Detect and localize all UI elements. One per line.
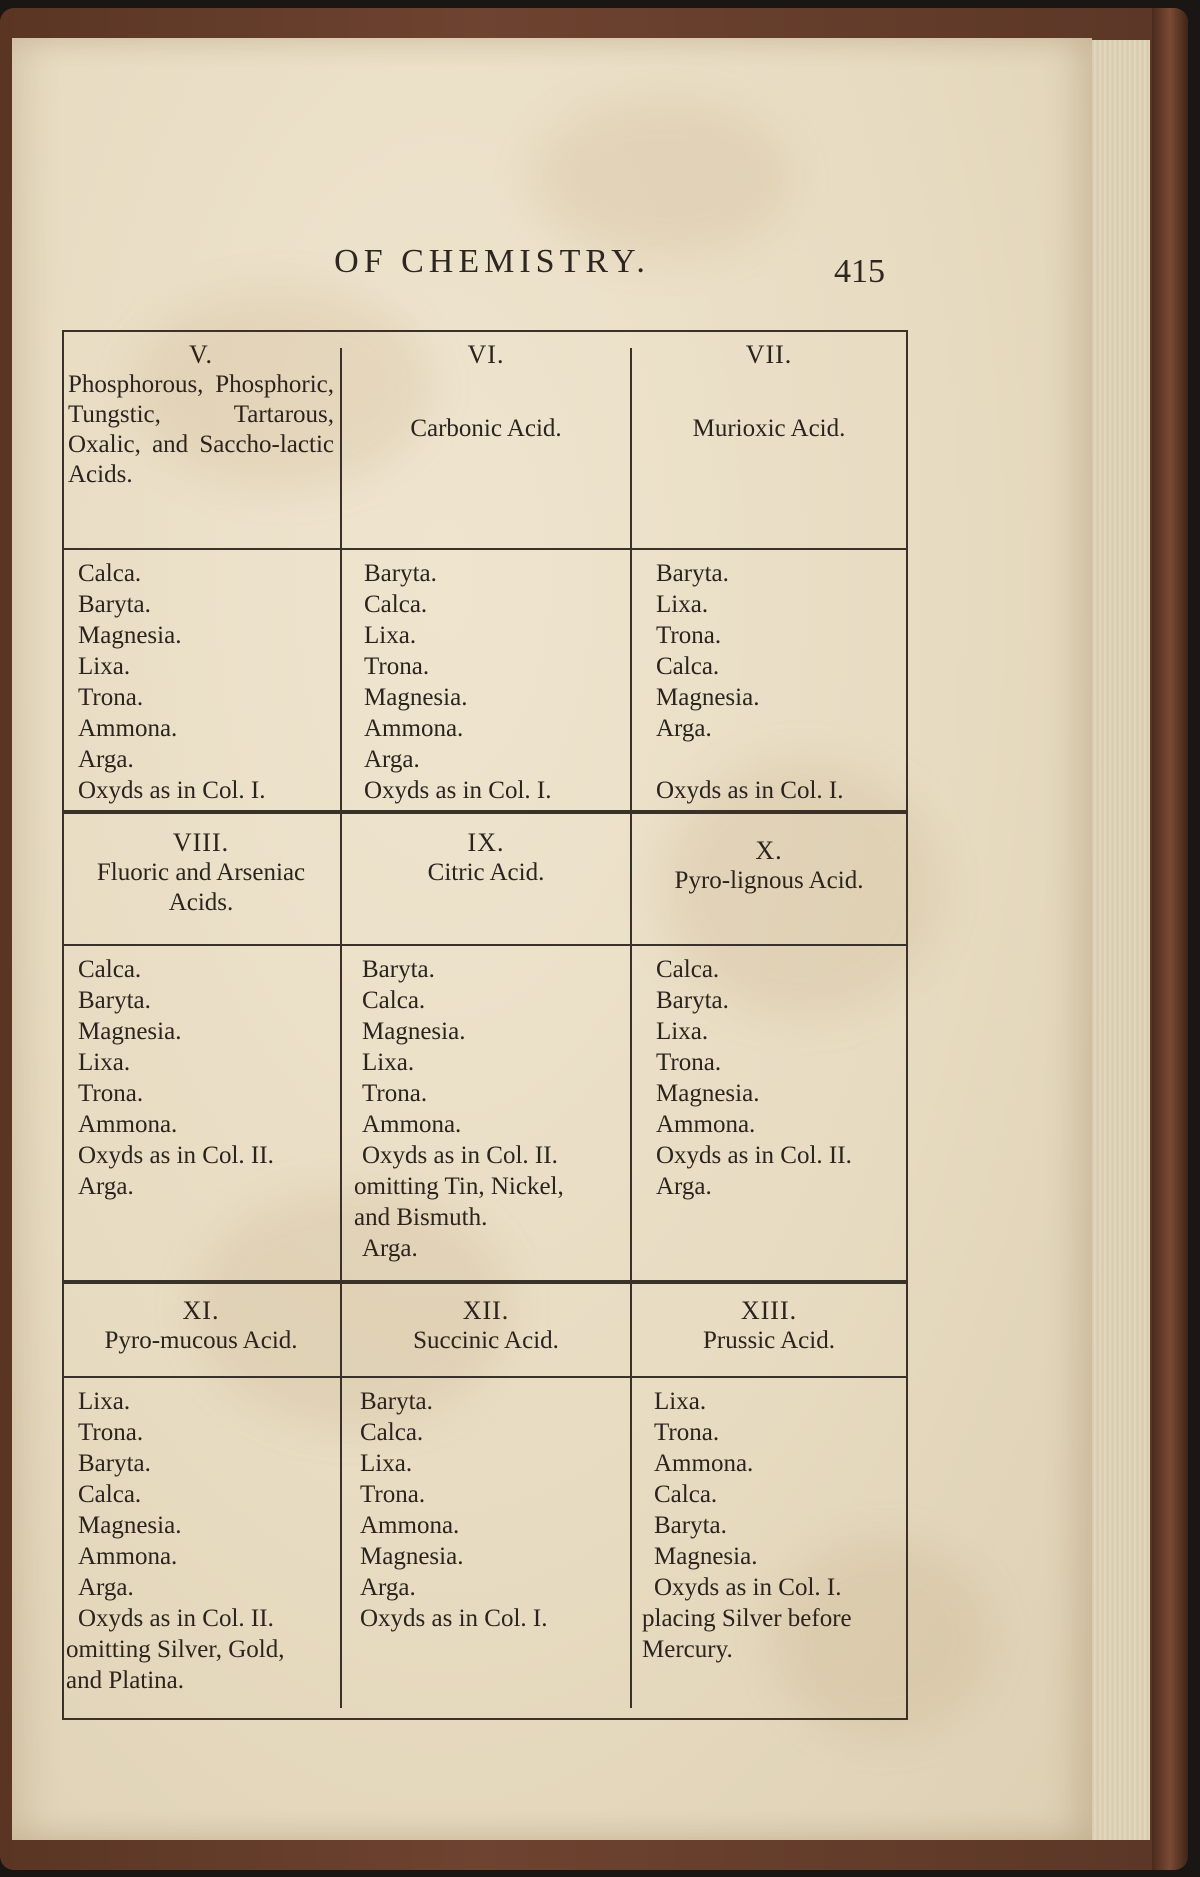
list-item: Oxyds as in Col. I. [364,777,552,804]
column-xii-bases [360,1386,548,1634]
list-item: Mercury. [642,1636,733,1663]
list-item: Magnesia. [654,1543,758,1570]
list-item [656,744,844,775]
column-header-viii: VIII. Fluoric and Arseniac Acids. [96,828,306,916]
list-item: Oxyds as in Col. I. [654,1574,842,1601]
list-item: Baryta. [78,987,151,1014]
list-item: Lixa. [364,622,417,649]
list-item: Arga. [362,1235,418,1262]
list-item: omitting Tin, Nickel, [354,1173,564,1200]
list-item: Oxyds as in Col. I. [360,1605,548,1632]
list-item: Arga. [364,746,420,773]
list-item: Baryta. [654,1512,727,1539]
list-item: Ammona. [362,1111,462,1138]
list-item: Oxyds as in Col. II. [362,1142,558,1169]
column-header-v: V. Phosphorous, Phosphoric, Tungstic, Tartarous, Oxalic, and Saccho-lactic Acids. [68,340,334,488]
list-item: Arga. [78,1173,134,1200]
list-item: Calca. [656,653,720,680]
list-item: Oxyds as in Col. I. [78,777,266,804]
list-item: Calca. [362,987,426,1014]
column-viii-bases [78,954,274,1202]
list-item: Trona. [654,1419,720,1446]
table-top-rule [62,330,908,332]
list-item: Calca. [78,956,142,983]
list-item: Calca. [364,591,428,618]
page-number: 415 [834,253,885,290]
list-item: Lixa. [362,1049,415,1076]
list-item: Trona. [360,1481,426,1508]
list-item: Trona. [362,1080,428,1107]
list-item: Lixa. [656,1018,709,1045]
list-item: Oxyds as in Col. II. [78,1142,274,1169]
list-item: Ammona. [78,715,178,742]
list-item: Ammona. [656,1111,756,1138]
list-item: Baryta. [656,987,729,1014]
column-header-xi: XI. Pyro-mucous Acid. [104,1296,298,1354]
column-header-x: X. Pyro-lignous Acid. [674,836,864,894]
list-item: and Bismuth. [354,1204,488,1231]
book-cover-edge [1152,8,1188,1870]
column-header-xii: XII. Succinic Acid. [413,1296,559,1354]
column-v-bases [78,558,266,806]
column-header-vii: VII. Murioxic Acid. [692,340,846,442]
list-item: Magnesia. [78,622,182,649]
affinity-table [62,330,908,1720]
list-item: Lixa. [78,653,131,680]
list-item: Ammona. [360,1512,460,1539]
list-item: Baryta. [78,591,151,618]
list-item: Arga. [656,1173,712,1200]
table-bottom-rule [62,1718,908,1720]
column-header-ix: IX. Citric Acid. [427,828,545,886]
list-item: Lixa. [78,1049,131,1076]
list-item: Arga. [78,746,134,773]
list-item: Trona. [656,622,722,649]
list-item: Calca. [656,956,720,983]
list-item: Magnesia. [656,684,760,711]
column-xiii-bases [642,1386,852,1665]
list-item: Magnesia. [362,1018,466,1045]
header-rule [62,944,908,946]
list-item: Baryta. [360,1388,433,1415]
column-vii-bases [656,558,844,806]
column-divider [630,348,632,1708]
list-item: Trona. [78,1080,144,1107]
table-left-rule [62,330,64,1720]
column-header-xiii: XIII. Prussic Acid. [703,1296,835,1354]
list-item: Magnesia. [78,1512,182,1539]
list-item: Ammona. [78,1111,178,1138]
list-item: Lixa. [360,1450,413,1477]
list-item: Trona. [78,1419,144,1446]
list-item: Lixa. [654,1388,707,1415]
list-item: Arga. [656,715,712,742]
column-divider [340,348,342,1708]
column-vi-bases [364,558,552,806]
list-item: Trona. [78,684,144,711]
list-item: Trona. [656,1049,722,1076]
list-item: Baryta. [362,956,435,983]
list-item: Magnesia. [360,1543,464,1570]
list-item: Lixa. [656,591,709,618]
header-rule [62,1376,908,1378]
list-item: Calca. [78,560,142,587]
list-item: Magnesia. [78,1018,182,1045]
block-rule [62,1280,908,1284]
list-item: Magnesia. [364,684,468,711]
block-rule [62,810,908,814]
column-xi-bases [66,1386,284,1696]
list-item: Magnesia. [656,1080,760,1107]
list-item: Arga. [360,1574,416,1601]
list-item: Ammona. [78,1543,178,1570]
running-title: OF CHEMISTRY. [334,243,650,280]
list-item: Ammona. [364,715,464,742]
list-item: Oxyds as in Col. I. [656,777,844,804]
list-item: Arga. [78,1574,134,1601]
header-rule [62,548,908,550]
list-item: omitting Silver, Gold, [66,1636,285,1663]
list-item: Lixa. [78,1388,131,1415]
column-ix-bases [354,954,564,1264]
list-item: Calca. [78,1481,142,1508]
list-item: placing Silver before [642,1605,852,1632]
list-item: Baryta. [656,560,729,587]
list-item: Calca. [360,1419,424,1446]
column-x-bases [656,954,852,1202]
list-item: Baryta. [364,560,437,587]
table-right-rule [906,330,908,1720]
list-item: Oxyds as in Col. II. [656,1142,852,1169]
list-item: Baryta. [78,1450,151,1477]
list-item: Trona. [364,653,430,680]
book-page [12,38,1092,1840]
list-item: Calca. [654,1481,718,1508]
column-header-vi: VI. Carbonic Acid. [410,340,562,442]
list-item: Ammona. [654,1450,754,1477]
list-item: Oxyds as in Col. II. [78,1605,274,1632]
list-item: and Platina. [66,1667,185,1694]
